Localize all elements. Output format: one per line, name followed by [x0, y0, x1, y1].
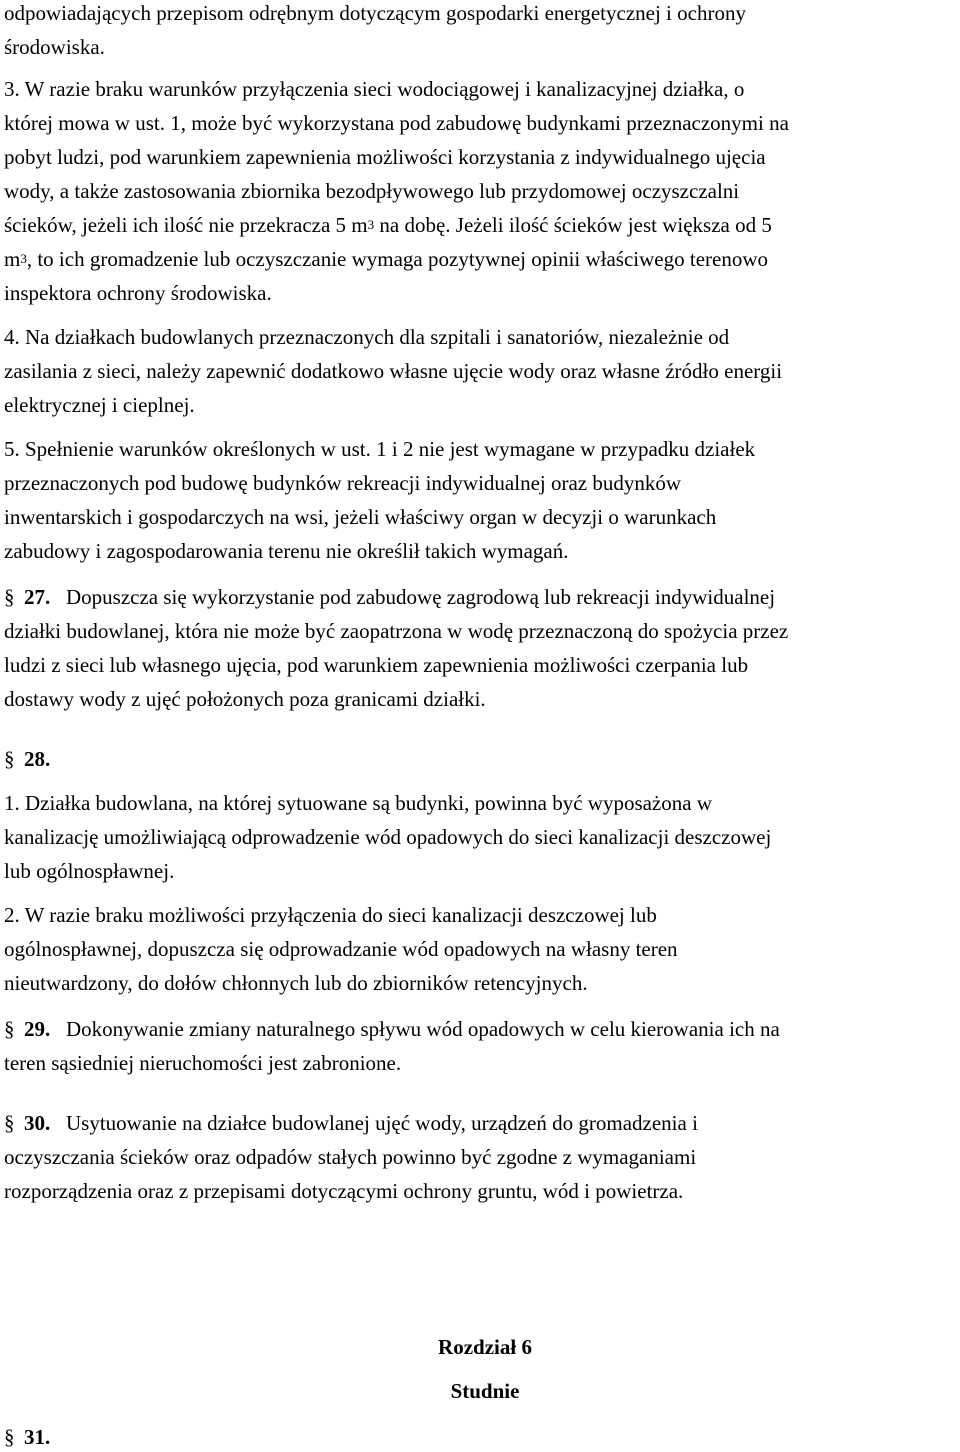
- section-mark: §: [4, 1017, 15, 1041]
- text-line: lub ogólnospławnej.: [4, 859, 175, 883]
- text-line: 2. W razie braku możliwości przyłączenia do sieci kanalizacji deszczowej lub: [4, 903, 657, 927]
- section-heading: [4, 746, 114, 772]
- text-line: ludzi z sieci lub własnego ujęcia, pod warunkiem zapewnienia możliwości czerpania lub: [4, 653, 749, 677]
- section-number: 30.: [24, 1111, 51, 1135]
- text-line: elektrycznej i cieplnej.: [4, 393, 195, 417]
- text-line: dostawy wody z ujęć położonych poza granicami działki.: [4, 687, 486, 711]
- text-line: Dokonywanie zmiany naturalnego spływu wód opadowych w celu kierowania ich na: [66, 1017, 780, 1041]
- text-line: ogólnospławnej, dopuszcza się odprowadzanie wód opadowych na własny teren: [4, 937, 678, 961]
- text-line: odpowiadających przepisom odrębnym dotyczącym gospodarki energetycznej i ochrony: [4, 1, 746, 25]
- text-line: oczyszczania ścieków oraz odpadów stałych powinno być zgodne z wymaganiami: [4, 1145, 697, 1169]
- text-line: nieutwardzony, do dołów chłonnych lub do zbiorników retencyjnych.: [4, 971, 588, 995]
- text-segment: , to ich gromadzenie lub oczyszczanie wymaga pozytywnej opinii właściwego terenowo: [26, 247, 769, 271]
- section-number: 27.: [24, 585, 51, 609]
- chapter-title: Rozdział 6: [438, 1335, 532, 1359]
- text-line: działki budowlanej, która nie może być zaopatrzona w wodę przeznaczoną do spożycia przez: [4, 619, 789, 643]
- section-heading: [4, 1424, 114, 1450]
- text-line: 5. Spełnienie warunków określonych w ust. 1 i 2 nie jest wymagane w przypadku działek: [4, 437, 756, 461]
- text-segment: m: [4, 247, 21, 271]
- section-mark: §: [4, 1111, 15, 1135]
- text-line: której mowa w ust. 1, może być wykorzystana pod zabudowę budynkami przeznaczonymi na: [4, 111, 789, 135]
- section-number: 28.: [24, 747, 51, 771]
- text-line: [4, 246, 768, 275]
- text-line: pobyt ludzi, pod warunkiem zapewnienia możliwości korzystania z indywidualnego ujęcia: [4, 145, 766, 169]
- section-number: 29.: [24, 1017, 51, 1041]
- text-line: kanalizację umożliwiającą odprowadzenie wód opadowych do sieci kanalizacji deszczowej: [4, 825, 772, 849]
- text-line: zasilania z sieci, należy zapewnić dodatkowo własne ujęcie wody oraz własne źródło energii: [4, 359, 783, 383]
- text-line: Usytuowanie na działce budowlanej ujęć wody, urządzeń do gromadzenia i: [66, 1111, 698, 1135]
- text-line: Dopuszcza się wykorzystanie pod zabudowę zagrodową lub rekreacji indywidualnej: [66, 585, 776, 609]
- section-mark: §: [4, 1425, 15, 1449]
- section-mark: §: [4, 585, 15, 609]
- text-line: środowiska.: [4, 35, 105, 59]
- text-line: inspektora ochrony środowiska.: [4, 281, 272, 305]
- text-line: 4. Na działkach budowlanych przeznaczonych dla szpitali i sanatoriów, niezależnie od: [4, 325, 730, 349]
- text-line: przeznaczonych pod budowę budynków rekreacji indywidualnej oraz budynków: [4, 471, 682, 495]
- superscript: 3: [367, 217, 375, 232]
- text-line: teren sąsiedniej nieruchomości jest zabronione.: [4, 1051, 402, 1075]
- text-line: 1. Działka budowlana, na której sytuowane są budynki, powinna być wyposażona w: [4, 791, 712, 815]
- text-line: 3. W razie braku warunków przyłączenia sieci wodociągowej i kanalizacyjnej działka, o: [4, 77, 745, 101]
- superscript: 3: [20, 251, 27, 266]
- text-segment: na dobę. Jeżeli ilość ścieków jest większa od 5: [374, 213, 772, 237]
- chapter-subtitle: Studnie: [450, 1379, 520, 1403]
- text-line: [4, 212, 772, 241]
- text-segment: ścieków, jeżeli ich ilość nie przekracza 5 m: [4, 213, 368, 237]
- text-line: inwentarskich i gospodarczych na wsi, jeżeli właściwy organ w decyzji o warunkach: [4, 505, 717, 529]
- section-number: 31.: [24, 1425, 51, 1449]
- text-line: wody, a także zastosowania zbiornika bezodpływowego lub przydomowej oczyszczalni: [4, 179, 740, 203]
- text-line: zabudowy i zagospodarowania terenu nie określił takich wymagań.: [4, 539, 569, 563]
- section-mark: §: [4, 747, 15, 771]
- text-line: rozporządzenia oraz z przepisami dotyczącymi ochrony gruntu, wód i powietrza.: [4, 1179, 684, 1203]
